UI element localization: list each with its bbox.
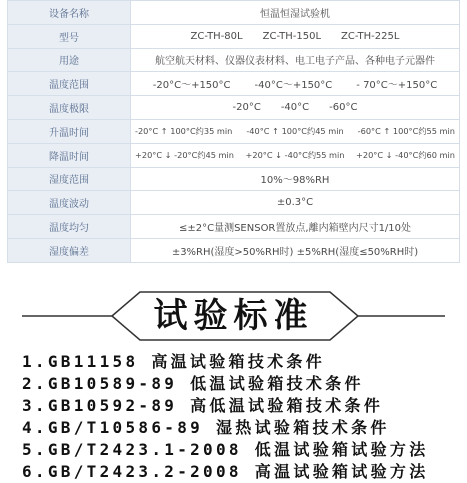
spec-value: ZC-TH-80L (190, 30, 243, 42)
spec-label: 温度波动 (8, 191, 131, 214)
spec-value-group (131, 120, 460, 143)
spec-label: 设备名称 (8, 1, 131, 24)
spec-value: ≤±2°C量测SENSOR置放点,離内箱壁内尺寸1/10处 (131, 215, 460, 238)
spec-table (7, 0, 460, 263)
spec-value: -20°C ↑ 100°C约35 min (135, 125, 233, 136)
spec-row-humidity-deviation (8, 239, 460, 263)
spec-row-usage (8, 49, 460, 73)
spec-value: -20°C～+150°C (152, 80, 231, 92)
spec-label: 湿度偏差 (8, 239, 131, 262)
spec-value: ZC-TH-225L (341, 30, 400, 42)
spec-label: 温度均匀 (8, 215, 131, 238)
spec-row-temperature-uniformity (8, 215, 460, 239)
spec-value-group (131, 25, 460, 48)
spec-label: 降温时间 (8, 144, 131, 167)
spec-row-cooling-time (8, 144, 460, 168)
spec-row-temperature-fluctuation (8, 191, 460, 215)
spec-value: -40°C～+150°C (254, 80, 333, 92)
standard-item: 4.GB/T10586-89 湿热试验箱技术条件 (22, 418, 390, 437)
spec-value: -60°C ↑ 100°C约55 min (357, 125, 455, 136)
standards-heading: 试验标准 (153, 296, 314, 336)
standards-list (22, 351, 462, 483)
spec-value: +20°C ↓ -20°C约45 min (135, 149, 234, 160)
spec-value: 航空航天材料、仪器仪表材料、电工电子产品、各种电子元器件 (131, 49, 460, 72)
spec-value-group (131, 96, 460, 119)
spec-value: -60°C (329, 102, 358, 114)
spec-value-group (131, 72, 460, 95)
spec-value: -20°C (232, 102, 261, 114)
spec-row-humidity-range (8, 168, 460, 192)
spec-label: 温度极限 (8, 96, 131, 119)
spec-value: - 70°C～+150°C (356, 80, 438, 92)
spec-value: +20°C ↓ -40°C约60 min (356, 149, 455, 160)
spec-value: 10%～98%RH (131, 168, 460, 191)
spec-value: 恒温恒湿试验机 (131, 1, 460, 24)
spec-value: ±0.3°C (131, 191, 460, 214)
spec-row-heating-time (8, 120, 460, 144)
spec-row-device-name (8, 1, 460, 25)
spec-value: ZC-TH-150L (262, 30, 322, 42)
standard-item: 2.GB10589-89 低温试验箱技术条件 (22, 374, 364, 393)
standard-item: 1.GB11158 高温试验箱技术条件 (22, 352, 326, 371)
spec-row-temperature-range (8, 72, 460, 96)
spec-value: +20°C ↓ -40°C约55 min (245, 149, 345, 160)
spec-row-temperature-limit (8, 96, 460, 120)
spec-label: 型号 (8, 25, 131, 48)
spec-value: -40°C (280, 102, 310, 114)
standard-item: 3.GB10592-89 高低温试验箱技术条件 (22, 396, 384, 415)
standard-item: 5.GB/T2423.1-2008 低温试验箱试验方法 (22, 440, 429, 459)
standard-item: 6.GB/T2423.2-2008 高温试验箱试验方法 (22, 462, 429, 481)
spec-label: 用途 (8, 49, 131, 72)
spec-value: ±3%RH(湿度>50%RH时) ±5%RH(湿度≤50%RH时) (131, 239, 460, 262)
spec-label: 升温时间 (8, 120, 131, 143)
spec-label: 温度范围 (8, 72, 131, 95)
spec-value: -40°C ↑ 100°C约45 min (246, 125, 344, 136)
spec-row-model (8, 25, 460, 49)
spec-value-group (131, 144, 460, 167)
spec-label: 湿度范围 (8, 168, 131, 191)
